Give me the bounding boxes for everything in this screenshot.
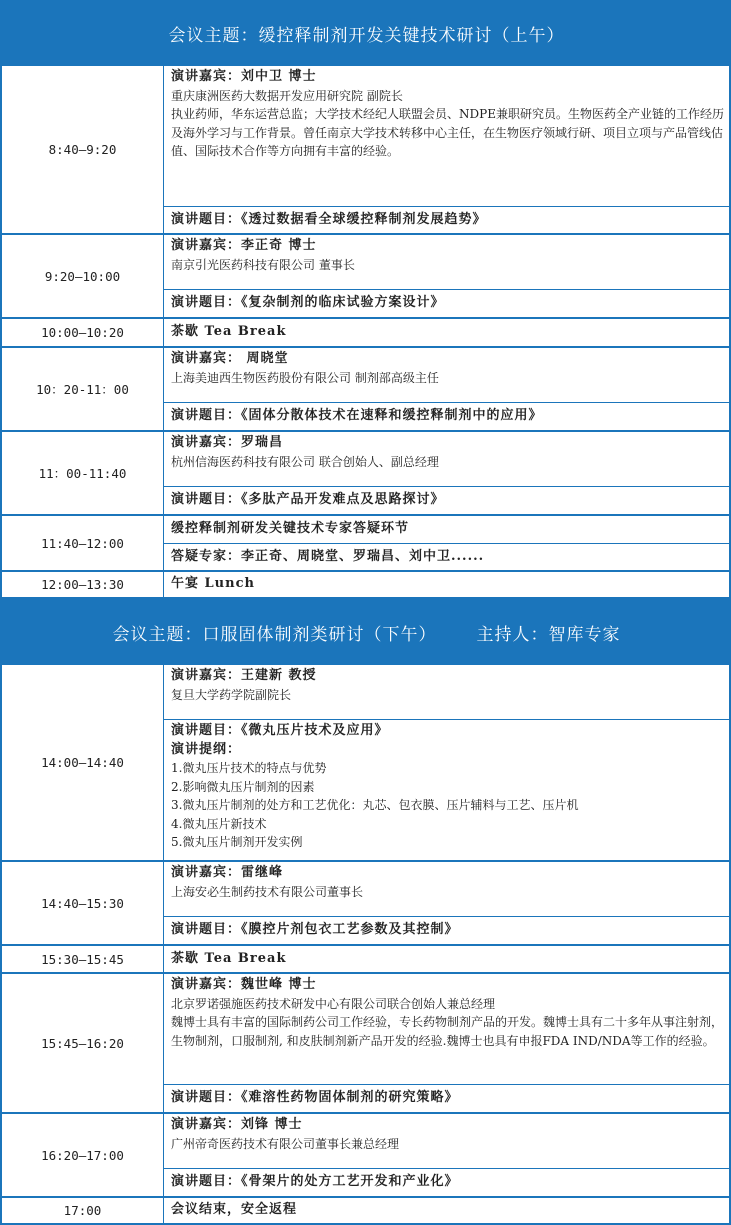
speaker-org: 杭州信海医药科技有限公司 联合创始人、副总经理 <box>171 454 439 469</box>
schedule-row <box>0 974 731 1114</box>
speaker-org: 复旦大学药学院副院长 <box>171 687 292 702</box>
schedule-row <box>0 432 731 516</box>
schedule-row <box>0 1198 731 1225</box>
break-label: 茶歇 Tea Break <box>171 324 287 340</box>
speaker-name: 演讲嘉宾：刘中卫 博士 <box>171 69 317 84</box>
speaker-org: 北京罗诺强施医药技术研发中心有限公司联合创始人兼总经理 <box>171 996 496 1011</box>
speaker-info <box>164 1114 729 1168</box>
afternoon-session-header <box>0 599 731 665</box>
speaker-name: 演讲嘉宾：罗瑞昌 <box>171 435 284 450</box>
closing-label: 会议结束，安全返程 <box>171 1202 298 1218</box>
speaker-info <box>164 235 729 289</box>
speaker-org: 重庆康洲医药大数据开发应用研究院 副院长 <box>171 88 403 103</box>
outline-item: 1.微丸压片技术的特点与优势 <box>171 761 327 775</box>
time-cell: 8:40—9:20 <box>2 66 164 233</box>
schedule-row <box>0 946 731 974</box>
speaker-bio: 执业药师，华东运营总监；大学技术经纪人联盟会员、NDPE兼职研究员。生物医药全产业链的工作经历及海外学习与工作背景。曾任南京大学技术转移中心主任，在生物医疗领域行研、项目立项与产品管线估值、国际技术合作等方向拥有丰富的经验。 <box>171 107 724 158</box>
afternoon-host: 主持人：智库专家 <box>476 624 621 645</box>
qa-title: 缓控释制剂研发关键技术专家答疑环节 <box>171 521 410 537</box>
talk-title: 演讲题目：《多肽产品开发难点及思路探讨》 <box>164 486 729 514</box>
time-cell: 9:20—10:00 <box>2 235 164 317</box>
lunch-label: 午宴 Lunch <box>171 576 255 592</box>
talk-details <box>164 719 729 860</box>
time-cell: 16:20—17:00 <box>2 1114 164 1196</box>
talk-title: 演讲题目：《固体分散体技术在速释和缓控释制剂中的应用》 <box>164 402 729 430</box>
speaker-name: 演讲嘉宾：王建新 教授 <box>171 668 317 683</box>
outline-item: 5.微丸压片制剂开发实例 <box>171 835 303 849</box>
speaker-bio: 魏博士具有丰富的国际制药公司工作经验，专长药物制剂产品的开发。魏博士具有二十多年从事注射剂，生物制剂，口服制剂, 和皮肤制剂新产品开发的经验.魏博士也具有申报FDA IND/NDA等工作的经验。 <box>171 1015 724 1048</box>
speaker-name: 演讲嘉宾：刘锋 博士 <box>171 1117 303 1132</box>
speaker-info <box>164 348 729 402</box>
morning-header-text: 会议主题：缓控释制剂开发关键技术研讨（上午） <box>168 25 565 46</box>
talk-title: 演讲题目：《骨架片的处方工艺开发和产业化》 <box>164 1168 729 1196</box>
talk-title: 演讲题目：《膜控片剂包衣工艺参数及其控制》 <box>164 916 729 944</box>
break-label: 茶歇 Tea Break <box>171 950 287 966</box>
time-cell: 11：00-11:40 <box>2 432 164 514</box>
time-cell: 17:00 <box>2 1198 164 1223</box>
talk-title: 演讲题目：《复杂制剂的临床试验方案设计》 <box>164 289 729 317</box>
speaker-name: 演讲嘉宾：雷继峰 <box>171 865 284 880</box>
afternoon-topic: 会议主题：口服固体制剂类研讨（下午） <box>112 624 437 645</box>
morning-session-header <box>0 0 731 66</box>
schedule-row <box>0 319 731 348</box>
schedule-row <box>0 66 731 235</box>
time-cell: 14:40—15:30 <box>2 862 164 944</box>
outline-item: 2.影响微丸压片制剂的因素 <box>171 779 315 794</box>
speaker-org: 上海美迪西生物医药股份有限公司 制剂部高级主任 <box>171 370 439 385</box>
schedule-row <box>0 1114 731 1198</box>
time-cell: 11:40—12:00 <box>2 516 164 570</box>
schedule-row <box>0 665 731 862</box>
time-cell: 15:45—16:20 <box>2 974 164 1112</box>
speaker-org: 上海安必生制药技术有限公司董事长 <box>171 884 364 899</box>
time-cell: 15:30—15:45 <box>2 946 164 972</box>
time-cell: 10：20-11：00 <box>2 348 164 430</box>
speaker-info <box>164 862 729 916</box>
time-cell: 10:00—10:20 <box>2 319 164 346</box>
schedule-row <box>0 862 731 946</box>
time-cell: 14:00—14:40 <box>2 665 164 860</box>
speaker-org: 南京引光医药科技有限公司 董事长 <box>171 257 355 272</box>
speaker-name: 演讲嘉宾： 周晓堂 <box>171 351 289 366</box>
speaker-org: 广州帝奇医药技术有限公司董事长兼总经理 <box>171 1136 400 1151</box>
schedule-row <box>0 235 731 319</box>
speaker-info <box>164 665 729 719</box>
talk-title: 演讲题目：《微丸压片技术及应用》 <box>171 723 389 738</box>
speaker-info <box>164 432 729 486</box>
outline-item: 3.微丸压片制剂的处方和工艺优化：丸芯、包衣膜、压片辅料与工艺、压片机 <box>171 798 579 812</box>
schedule-row <box>0 572 731 599</box>
talk-title: 演讲题目：《难溶性药物固体制剂的研究策略》 <box>164 1084 729 1112</box>
speaker-info <box>164 66 729 206</box>
talk-title: 演讲题目：《透过数据看全球缓控释制剂发展趋势》 <box>164 206 729 233</box>
speaker-name: 演讲嘉宾：魏世峰 博士 <box>171 977 317 992</box>
qa-experts: 答疑专家：李正奇、周晓堂、罗瑞昌、刘中卫...... <box>164 543 729 570</box>
outline-item: 4.微丸压片新技术 <box>171 816 267 831</box>
time-cell: 12:00—13:30 <box>2 572 164 597</box>
speaker-name: 演讲嘉宾：李正奇 博士 <box>171 238 317 253</box>
schedule-row <box>0 516 731 572</box>
schedule-row <box>0 348 731 432</box>
outline-label: 演讲提纲： <box>171 741 242 757</box>
speaker-info <box>164 974 729 1084</box>
